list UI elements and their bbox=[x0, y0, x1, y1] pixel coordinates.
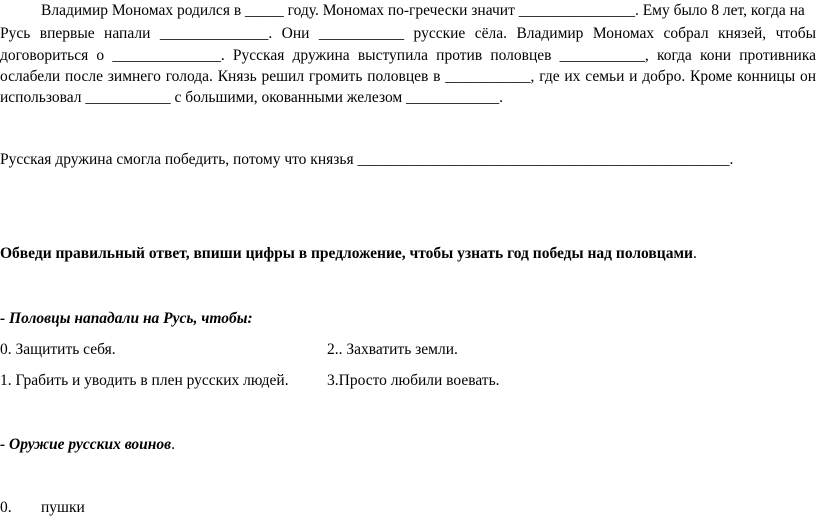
option-2[interactable]: 2.. Захватить земли. bbox=[327, 341, 458, 358]
victory-sentence: Русская дружина смогла победить, потому что князья ________________________________________________. bbox=[0, 151, 734, 168]
question-2-period: . bbox=[171, 436, 175, 453]
question-1-title: - Половцы нападали на Русь, чтобы: bbox=[0, 310, 253, 327]
paragraph-line-5: использовал ___________ с большими, окованными железом ____________. bbox=[0, 89, 503, 106]
option-number: 0. bbox=[0, 499, 12, 516]
paragraph-line-2: Русь впервые напали ______________. Они ___________ русские сёла. Владимир Мономах собрал князей, чтобы bbox=[0, 25, 816, 42]
option-1[interactable]: 1. Грабить и уводить в плен русских людей. bbox=[0, 372, 289, 389]
paragraph-line-1: Владимир Мономах родился в _____ году. Мономах по-гречески значит _______________. Ему было 8 лет, когда на bbox=[41, 2, 805, 19]
instruction-period: . bbox=[692, 245, 697, 262]
instruction bbox=[0, 245, 816, 263]
option-0[interactable]: 0. Защитить себя. bbox=[0, 341, 116, 358]
option-3[interactable]: 3.Просто любили воевать. bbox=[327, 372, 500, 389]
paragraph-line-3: договориться о ______________. Русская дружина выступила против половцев ___________, когда кони противника bbox=[0, 47, 816, 64]
question-2-title-text: - Оружие русских воинов bbox=[0, 436, 172, 453]
instruction-text: Обведи правильный ответ, впиши цифры в предложение, чтобы узнать год победы над половцами bbox=[0, 245, 693, 262]
paragraph-line-4: ослабели после зимнего голода. Князь решил громить половцев в ___________, где их семьи и добро. Кроме конницы он bbox=[0, 68, 816, 85]
option-text: пушки bbox=[41, 499, 85, 516]
question-2-title bbox=[0, 436, 816, 454]
